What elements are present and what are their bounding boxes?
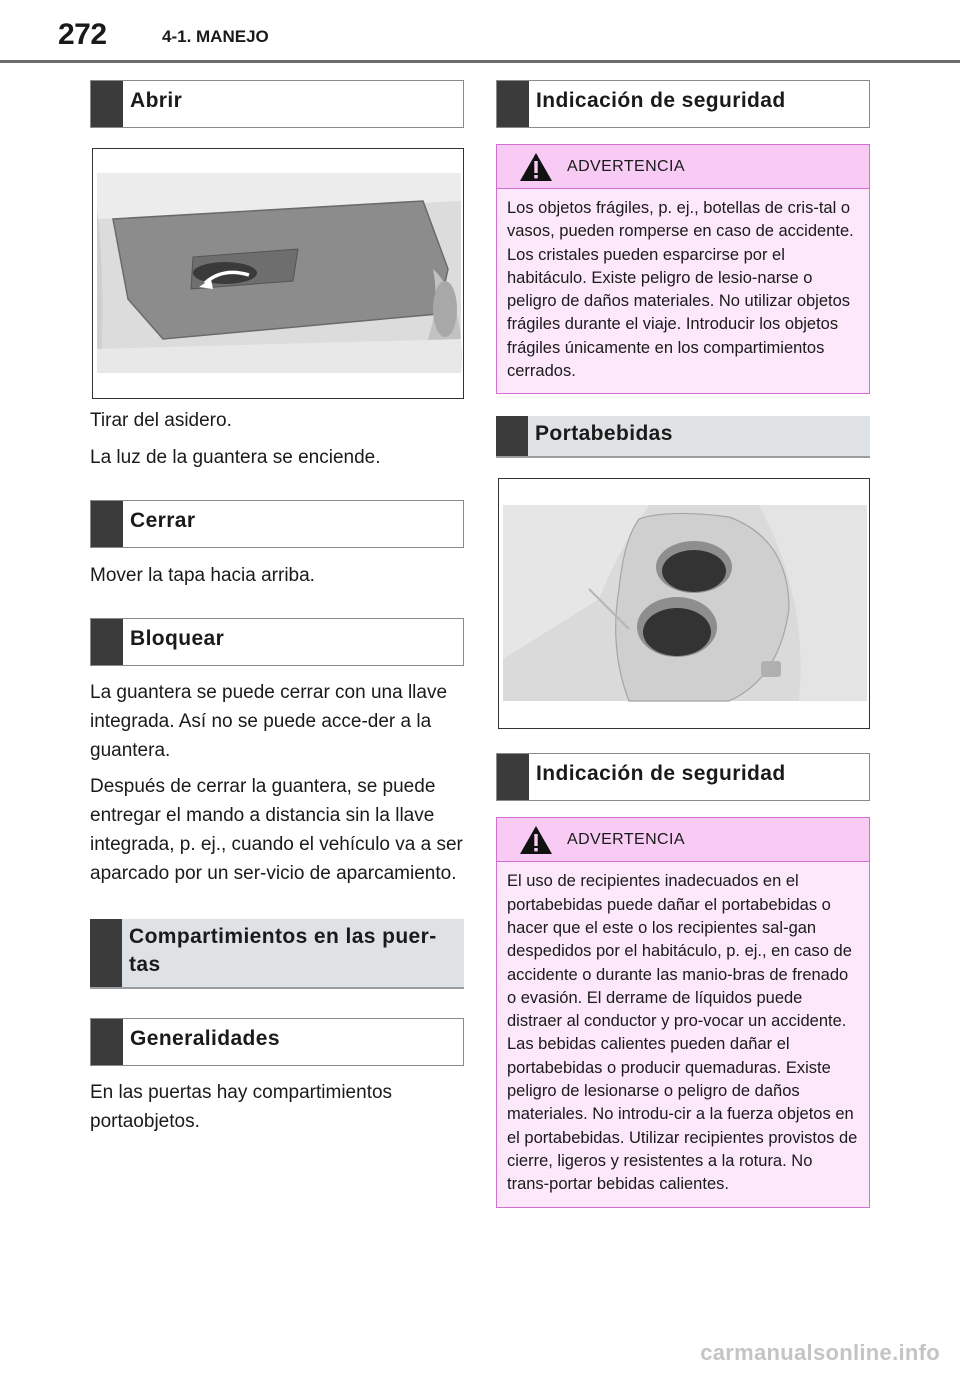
header-rule (0, 60, 960, 63)
footer-watermark: carmanualsonline.info (700, 1340, 940, 1365)
warning-triangle-icon (519, 152, 553, 182)
warning-triangle-icon (519, 825, 553, 855)
glovebox-figure (92, 148, 464, 399)
heading-abrir-text: Abrir (130, 89, 183, 112)
cupholder-figure (498, 478, 870, 729)
warning-text-2: El uso de recipientes inadecuados en el portabebidas puede dañar el portabebidas o hacer que el este o los recipientes sal-gan despedidos por el habitáculo, p. ej., en caso de accidente o durante las manio-bras de frenado o evasión. El derrame de líquidos puede distraer al conductor y pro-vocar un accidente. Las bebidas calientes pueden dañar el portabebidas o producir quemaduras. Existe peligro de lesionarse o peligro de daños materiales. No introdu-cir a la fuerza objetos en el portabebidas. Utilizar recipientes provistos de cierre, ligeros y resistentes a la rotura. No trans-portar bebidas calientes. (497, 862, 869, 1206)
left-column (90, 80, 464, 1136)
warning-header-2 (497, 818, 869, 862)
heading-bloquear-text: Bloquear (130, 627, 225, 650)
heading-bloquear (90, 618, 464, 666)
bloquear-para2: Después de cerrar la guantera, se puede entregar el mando a distancia sin la llave integrada, p. ej., cuando el vehículo va a ser aparcado por un ser-vicio de aparcamiento. (90, 776, 463, 884)
heading-seguridad-1-text: Indicación de seguridad (536, 89, 786, 112)
abrir-para2: La luz de la guantera se enciende. (90, 447, 381, 468)
heading-abrir (90, 80, 464, 128)
glovebox-illustration (93, 149, 464, 399)
heading-seguridad-2 (496, 753, 870, 801)
warning-label-2: ADVERTENCIA (567, 831, 685, 849)
heading-generalidades-text: Generalidades (130, 1027, 280, 1050)
heading-seguridad-2-text: Indicación de seguridad (536, 762, 786, 786)
heading-generalidades (90, 1018, 464, 1066)
warning-box-1 (496, 144, 870, 394)
heading-compartimientos-text (122, 919, 443, 987)
right-column (496, 80, 870, 1208)
bloquear-para1: La guantera se puede cerrar con una llave integrada. Así no se puede acce-der a la guantera. (90, 682, 448, 761)
abrir-para1: Tirar del asidero. (90, 410, 232, 431)
heading-compartimientos-line1: Compartimientos en las puer- (129, 925, 437, 948)
heading-cerrar-text: Cerrar (130, 509, 196, 532)
warning-label-1: ADVERTENCIA (567, 158, 685, 175)
heading-portabebidas-text: Portabebidas (535, 422, 673, 446)
heading-seguridad-1 (496, 80, 870, 128)
heading-cerrar (90, 500, 464, 548)
section-title: 4-1. MANEJO (162, 27, 269, 46)
warning-box-2 (496, 817, 870, 1207)
page-header (0, 0, 960, 70)
generalidades-para1: En las puertas hay compartimientos portaobjetos. (90, 1082, 393, 1132)
cerrar-para1: Mover la tapa hacia arriba. (90, 565, 315, 586)
heading-compartimientos-line2: tas (129, 953, 161, 976)
heading-portabebidas (496, 416, 870, 458)
warning-text-1: Los objetos frágiles, p. ej., botellas de cris-tal o vasos, pueden romperse en caso de accidente. Los cristales pueden esparcirse por el habitáculo. Existe peligro de lesio-narse o peligro de daños materiales. No utilizar objetos frágiles durante el viaje. Introducir los objetos frágiles únicamente en los compartimientos cerrados. (497, 189, 869, 393)
warning-header-1 (497, 145, 869, 189)
page-number: 272 (58, 18, 107, 51)
cupholder-illustration (499, 479, 870, 729)
heading-compartimientos (90, 919, 464, 989)
